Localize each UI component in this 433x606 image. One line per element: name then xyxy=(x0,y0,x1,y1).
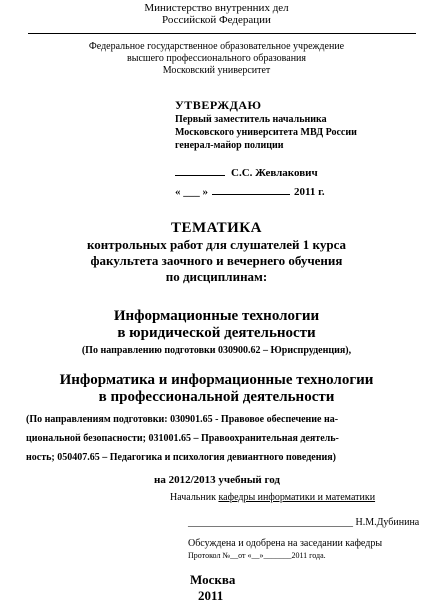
academic-year: на 2012/2013 учебный год xyxy=(154,474,280,486)
head-of-dept-prefix: Начальник xyxy=(170,492,219,503)
protocol-line: Протокол №__от «__»_______2011 года. xyxy=(188,551,326,560)
head-name: Н.М.Дубинина xyxy=(355,517,420,528)
discipline-2-note-line-1: (По направлениям подготовки: 030901.65 - Правовое обеспечение на- xyxy=(26,414,339,425)
date-day-blank: ___ xyxy=(183,186,200,198)
discussion-line: Обсуждена и одобрена на заседании кафедры xyxy=(188,538,383,549)
ministry-line-1: Министерство внутренних дел xyxy=(144,2,289,14)
approval-line-1: Первый заместитель начальника xyxy=(175,114,327,125)
head-signature-line xyxy=(188,517,419,528)
footer-year: 2011 xyxy=(198,588,224,603)
approval-line-2: Московского университета МВД России xyxy=(175,127,357,138)
document-title: ТЕМАТИКА xyxy=(170,220,263,236)
title-line-3: по дисциплинам: xyxy=(165,269,268,284)
discipline-1-line-2: в юридической деятельности xyxy=(117,325,316,341)
discipline-1-note: (По направлению подготовки 030900.62 – Юриспруденция), xyxy=(81,345,352,356)
date-year: 2011 г. xyxy=(294,186,325,198)
discipline-2-line-1: Информатика и информационные технологии xyxy=(59,372,374,388)
head-of-dept-department: кафедры информатики и математики xyxy=(218,492,376,503)
signature-blank xyxy=(175,175,225,176)
header-divider xyxy=(28,33,416,34)
institution-line-3: Московский университет xyxy=(162,65,271,76)
head-of-dept-line xyxy=(170,492,375,503)
approval-signature-line xyxy=(175,167,318,179)
approval-signature-name: С.С. Жевлакович xyxy=(231,167,318,179)
discipline-2-note-line-2: циональной безопасности; 031001.65 – Правоохранительная деятель- xyxy=(26,433,339,444)
date-month-blank xyxy=(212,194,290,195)
approval-line-3: генерал-майор полиции xyxy=(175,140,284,151)
title-line-1: контрольных работ для слушателей 1 курса xyxy=(86,237,347,252)
date-close-quote: » xyxy=(202,186,208,198)
approval-heading: УТВЕРЖДАЮ xyxy=(175,98,262,112)
footer-city: Москва xyxy=(190,572,236,587)
institution-line-1: Федеральное государственное образовательное учреждение xyxy=(88,41,345,52)
ministry-line-2: Российской Федерации xyxy=(162,14,271,26)
head-signature-blank: _________________________________ xyxy=(188,517,353,528)
discipline-2-line-2: в профессиональной деятельности xyxy=(98,389,335,405)
title-line-2: факультета заочного и вечернего обучения xyxy=(90,253,343,268)
date-open-quote: « xyxy=(175,186,181,198)
institution-line-2: высшего профессионального образования xyxy=(127,53,306,64)
approval-date-line xyxy=(175,186,325,198)
discipline-2-note-line-3: ность; 050407.65 – Педагогика и психология девиантного поведения) xyxy=(26,452,336,463)
discipline-1-line-1: Информационные технологии xyxy=(113,308,320,324)
